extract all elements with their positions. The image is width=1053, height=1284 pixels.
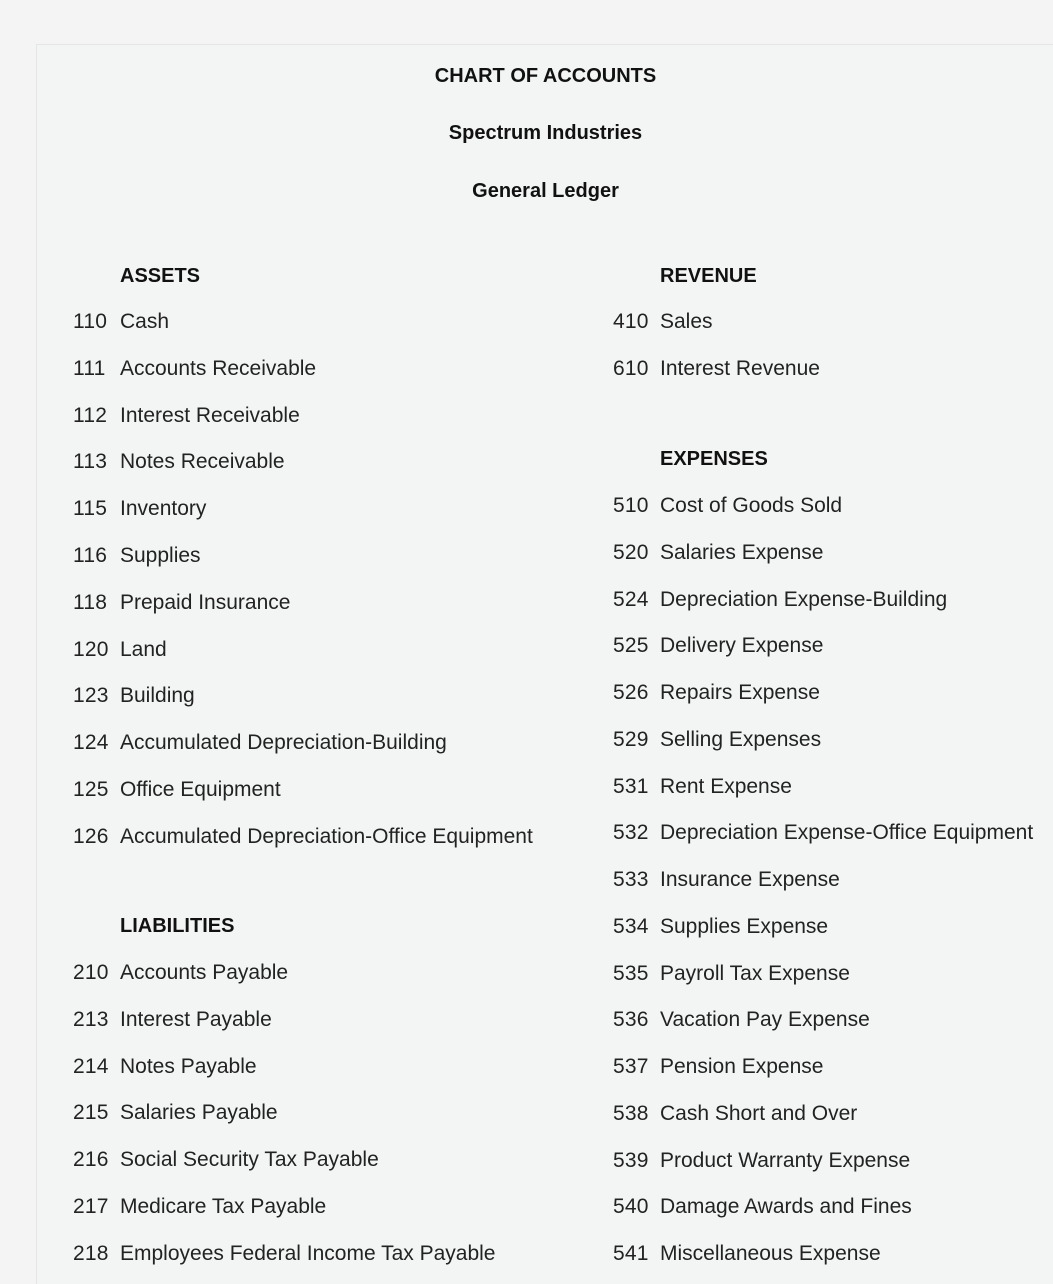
account-number: 539: [613, 1148, 649, 1172]
account-number: 529: [613, 727, 649, 751]
account-name: Interest Payable: [120, 1007, 272, 1031]
account-name: Accounts Receivable: [120, 356, 317, 380]
account-number: 520: [613, 540, 649, 564]
account-number: 124: [73, 731, 109, 755]
account-number: 526: [613, 681, 649, 704]
account-row: [613, 774, 792, 800]
account-row: [613, 727, 821, 753]
account-number: 126: [73, 824, 109, 848]
account-row: [613, 1054, 823, 1080]
account-row: [73, 1007, 272, 1033]
account-row: [613, 961, 850, 987]
account-name: Accumulated Depreciation-Office Equipment: [120, 824, 533, 848]
account-number: 540: [613, 1195, 649, 1219]
account-name: Vacation Pay Expense: [660, 1008, 870, 1032]
account-number: 210: [73, 961, 109, 984]
account-number: 536: [613, 1008, 649, 1032]
account-number: 213: [73, 1007, 109, 1031]
account-name: Accounts Payable: [120, 961, 289, 984]
account-row: [73, 824, 533, 850]
account-name: Employees Federal Income Tax Payable: [120, 1241, 496, 1265]
account-number: 120: [73, 637, 109, 661]
account-row: [73, 403, 300, 429]
account-number: 116: [73, 544, 108, 567]
account-number: 218: [73, 1241, 109, 1265]
account-name: Cash Short and Over: [660, 1101, 858, 1125]
account-number: 110: [73, 310, 108, 333]
account-number: 410: [613, 310, 649, 333]
account-row: [73, 1194, 326, 1220]
expenses-heading: EXPENSES: [660, 448, 768, 470]
account-number: 118: [73, 590, 108, 614]
account-row: [73, 683, 195, 709]
account-row: [73, 1241, 495, 1267]
account-name: Prepaid Insurance: [120, 590, 291, 614]
account-name: Land: [120, 637, 167, 661]
account-row: [613, 1007, 870, 1033]
liabilities-heading: LIABILITIES: [120, 915, 235, 937]
account-name: Notes Receivable: [120, 450, 285, 474]
account-name: Pension Expense: [660, 1055, 824, 1078]
account-number: 533: [613, 868, 649, 891]
account-number: 541: [613, 1242, 649, 1265]
account-row: [73, 1054, 257, 1080]
account-number: 217: [73, 1195, 109, 1218]
account-name: Payroll Tax Expense: [660, 961, 850, 985]
account-number: 113: [73, 450, 108, 474]
account-row: [613, 587, 947, 613]
account-name: Social Security Tax Payable: [120, 1148, 379, 1172]
account-name: Interest Revenue: [660, 356, 820, 380]
account-name: Miscellaneous Expense: [660, 1242, 881, 1265]
account-number: 115: [73, 497, 108, 521]
document-title: CHART OF ACCOUNTS: [434, 65, 657, 87]
account-row: [613, 540, 823, 566]
account-name: Cash: [120, 310, 170, 333]
account-row: [73, 496, 206, 522]
account-row: [613, 309, 713, 335]
account-number: 111: [73, 356, 106, 380]
account-name: Cost of Goods Sold: [660, 494, 843, 517]
account-number: 524: [613, 587, 649, 611]
assets-heading: ASSETS: [120, 265, 201, 287]
account-row: [613, 820, 1033, 846]
account-number: 112: [73, 403, 108, 427]
account-name: Selling Expenses: [660, 727, 822, 751]
account-number: 216: [73, 1148, 109, 1172]
account-number: 123: [73, 684, 109, 708]
account-number: 525: [613, 634, 649, 658]
account-name: Salaries Payable: [120, 1101, 278, 1125]
account-number: 125: [73, 778, 109, 801]
account-name: Medicare Tax Payable: [120, 1195, 327, 1218]
account-name: Damage Awards and Fines: [660, 1195, 912, 1219]
account-number: 214: [73, 1054, 109, 1078]
account-name: Office Equipment: [120, 778, 281, 801]
account-name: Delivery Expense: [660, 634, 824, 658]
account-row: [613, 680, 820, 706]
revenue-heading: REVENUE: [660, 265, 757, 287]
account-row: [73, 960, 288, 986]
account-name: Notes Payable: [120, 1054, 257, 1078]
account-number: 531: [613, 774, 649, 798]
account-name: Salaries Expense: [660, 540, 824, 564]
account-name: Product Warranty Expense: [660, 1148, 911, 1172]
account-row: [73, 637, 167, 663]
account-number: 215: [73, 1101, 109, 1125]
account-number: 534: [613, 914, 649, 938]
account-name: Depreciation Expense-Building: [660, 587, 948, 611]
account-number: 510: [613, 494, 649, 517]
account-name: Rent Expense: [660, 774, 792, 798]
account-name: Sales: [660, 310, 713, 333]
account-row: [613, 914, 828, 940]
account-row: [73, 449, 285, 475]
account-name: Supplies Expense: [660, 914, 829, 938]
ledger-name: General Ledger: [472, 180, 619, 202]
account-name: Repairs Expense: [660, 681, 820, 704]
account-name: Inventory: [120, 497, 207, 521]
account-row: [73, 543, 201, 569]
account-row: [73, 356, 316, 382]
account-row: [73, 777, 281, 803]
account-row: [613, 1148, 910, 1174]
account-number: 535: [613, 961, 649, 985]
account-number: 538: [613, 1101, 649, 1125]
account-row: [613, 356, 820, 382]
account-row: [613, 1101, 857, 1127]
account-number: 537: [613, 1055, 649, 1078]
account-row: [73, 730, 447, 756]
account-number: 532: [613, 821, 649, 845]
account-row: [613, 1241, 881, 1267]
account-row: [613, 867, 840, 893]
account-row: [613, 1194, 912, 1220]
account-row: [73, 1100, 278, 1126]
account-row: [73, 1147, 379, 1173]
account-name: Depreciation Expense-Office Equipment: [660, 821, 1034, 845]
chart-of-accounts-panel: [36, 44, 1053, 1284]
account-name: Insurance Expense: [660, 868, 840, 891]
account-row: [613, 633, 823, 659]
account-name: Supplies: [120, 544, 201, 567]
account-name: Building: [120, 684, 195, 708]
company-name: Spectrum Industries: [448, 122, 643, 144]
account-name: Interest Receivable: [120, 403, 300, 427]
account-row: [73, 590, 290, 616]
account-row: [73, 309, 169, 335]
account-number: 610: [613, 356, 649, 380]
account-row: [613, 493, 842, 519]
account-name: Accumulated Depreciation-Building: [120, 731, 447, 755]
